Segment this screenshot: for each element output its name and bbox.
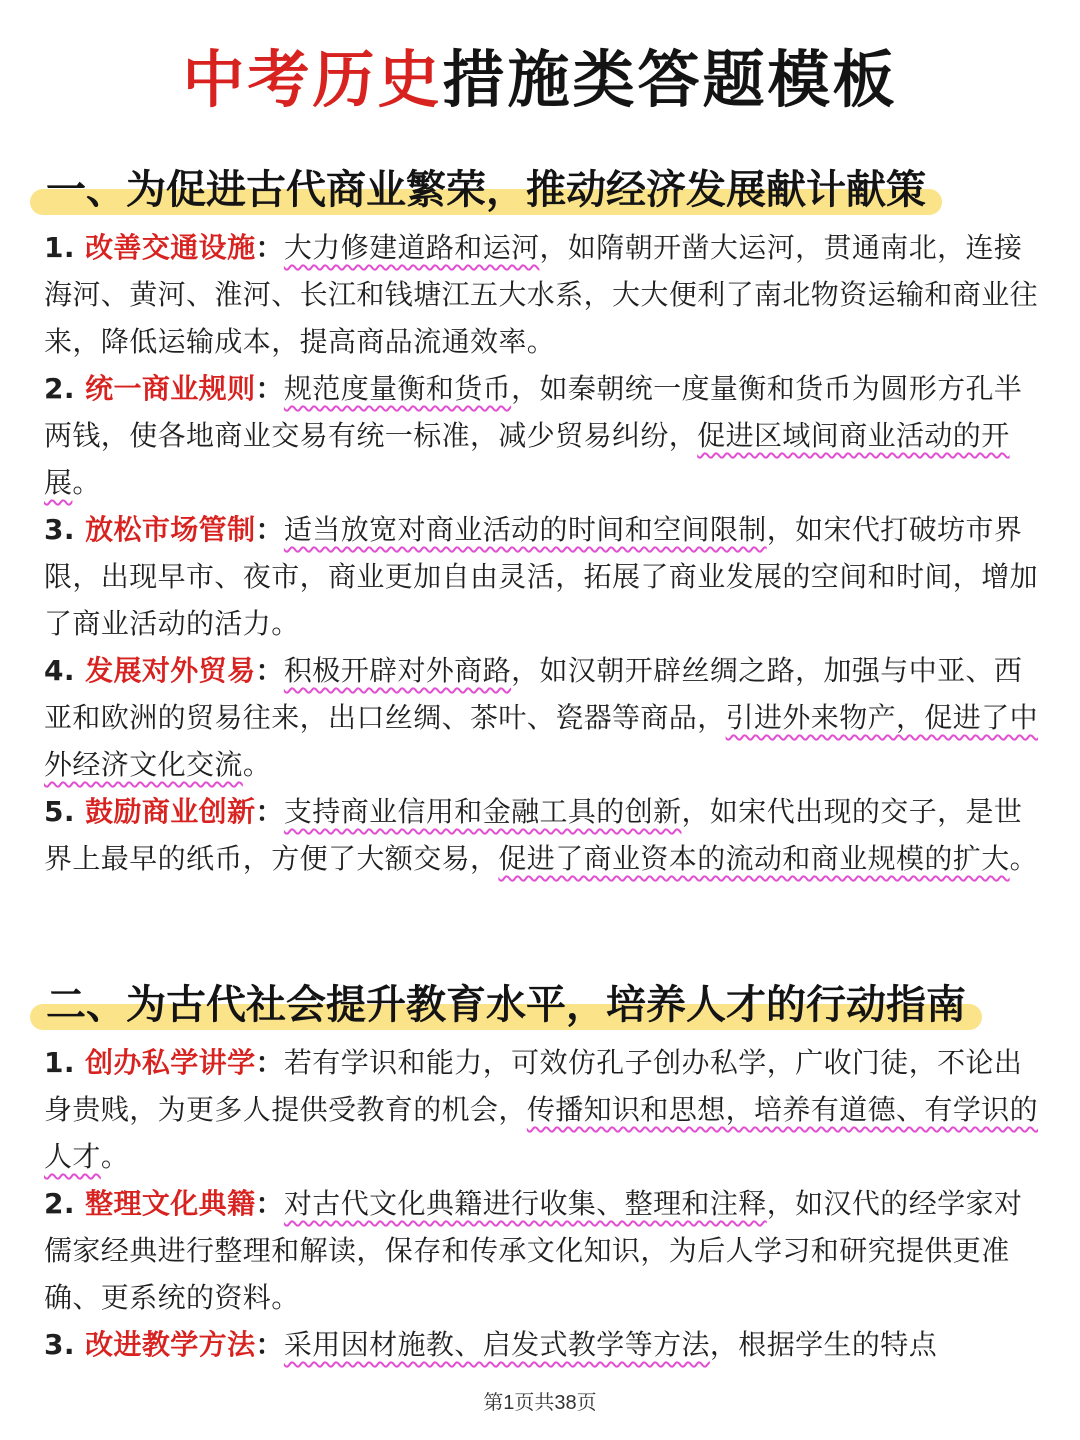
list-item <box>44 647 1044 788</box>
item-keyword: 鼓励商业创新 <box>85 795 256 828</box>
page-counter: 第1页共38页 <box>483 1392 597 1414</box>
item-underlined-text-2: 促进了商业资本的流动和商业规模的扩大 <box>498 842 1010 875</box>
section-heading: 二、为古代社会提升教育水平，培养人才的行动指南 <box>44 975 976 1035</box>
item-number: 5. <box>44 795 86 828</box>
list-item <box>44 365 1044 506</box>
item-number: 2. <box>44 372 86 405</box>
item-colon: ： <box>255 231 284 264</box>
list-item <box>44 224 1044 365</box>
item-colon: ： <box>255 513 284 546</box>
item-text: ，如秦朝统一度量衡和货币为圆形方孔半两钱，使各地商业交易有统一标准，减少贸易纠纷， <box>44 372 1023 452</box>
section-commerce <box>44 160 1044 882</box>
item-number: 3. <box>44 1328 86 1361</box>
item-underlined-text: 支持商业信用和金融工具的创新 <box>283 795 682 828</box>
item-text: ，根据学生的特点 <box>709 1328 938 1361</box>
item-keyword: 发展对外贸易 <box>85 654 256 687</box>
list-item <box>44 1039 1044 1180</box>
item-underlined-text: 对古代文化典籍进行收集、整理和注释 <box>283 1187 767 1220</box>
item-colon: ： <box>255 1187 284 1220</box>
item-text: ，如汉朝开辟丝绸之路，加强与中亚、西亚和欧洲的贸易往来，出口丝绸、茶叶、瓷器等商品， <box>44 654 1023 734</box>
item-tail: 。 <box>100 1140 130 1173</box>
item-underlined-text: 积极开辟对外商路 <box>283 654 512 687</box>
item-tail: 。 <box>242 748 272 781</box>
item-keyword: 创办私学讲学 <box>85 1046 256 1079</box>
list-item <box>44 1180 1044 1321</box>
item-colon: ： <box>255 654 284 687</box>
page-title <box>0 38 1080 122</box>
item-tail: 。 <box>1009 842 1039 875</box>
item-keyword: 整理文化典籍 <box>85 1187 256 1220</box>
item-number: 2. <box>44 1187 86 1220</box>
item-underlined-text: 适当放宽对商业活动的时间和空间限制 <box>283 513 767 546</box>
item-underlined-text: 规范度量衡和货币 <box>283 372 512 405</box>
item-keyword: 改善交通设施 <box>85 231 256 264</box>
item-keyword: 放松市场管制 <box>85 513 256 546</box>
page-title-black: 措施类答题模板 <box>442 43 898 116</box>
item-text: ，如宋代出现的交子，是世界上最早的纸币，方便了大额交易， <box>44 795 1023 875</box>
list-item <box>44 506 1044 647</box>
list-item <box>44 1321 1044 1368</box>
item-underlined-text: 采用因材施教、启发式教学等方法 <box>283 1328 710 1361</box>
item-underlined-text-2: 促进区域间商业活动的开展 <box>44 419 1010 499</box>
item-text: ，如宋代打破坊市界限，出现早市、夜市，商业更加自由灵活，拓展了商业发展的空间和时间，增加了商业活动的活力。 <box>44 513 1039 640</box>
item-keyword: 改进教学方法 <box>85 1328 256 1361</box>
item-text: ，如隋朝开凿大运河，贯通南北，连接海河、黄河、淮河、长江和钱塘江五大水系，大大便利了南北物资运输和商业往来，降低运输成本，提高商品流通效率。 <box>44 231 1039 358</box>
section-education <box>44 975 1044 1368</box>
section-heading: 一、为促进古代商业繁荣，推动经济发展献计献策 <box>44 160 936 220</box>
item-colon: ： <box>255 1046 284 1079</box>
item-keyword: 统一商业规则 <box>85 372 256 405</box>
item-tail: 。 <box>72 466 101 499</box>
item-number: 3. <box>44 513 86 546</box>
item-underlined-text-2: 传播知识和思想，培养有道德、有学识的人才 <box>44 1093 1039 1173</box>
item-number: 1. <box>44 1046 86 1079</box>
item-number: 1. <box>44 231 86 264</box>
item-colon: ： <box>255 372 284 405</box>
page-title-red: 中考历史 <box>182 43 443 116</box>
item-colon: ： <box>255 1328 284 1361</box>
item-text: ，如汉代的经学家对儒家经典进行整理和解读，保存和传承文化知识，为后人学习和研究提供更准确、更系统的资料。 <box>44 1187 1023 1314</box>
item-underlined-text-2: 引进外来物产，促进了中外经济文化交流 <box>44 701 1039 781</box>
item-colon: ： <box>255 795 284 828</box>
item-number: 4. <box>44 654 86 687</box>
item-underlined-text: 大力修建道路和运河 <box>283 231 540 264</box>
item-text: 若有学识和能力，可效仿孔子创办私学，广收门徒，不论出身贵贱，为更多人提供受教育的机会， <box>44 1046 1023 1126</box>
list-item <box>44 788 1044 882</box>
